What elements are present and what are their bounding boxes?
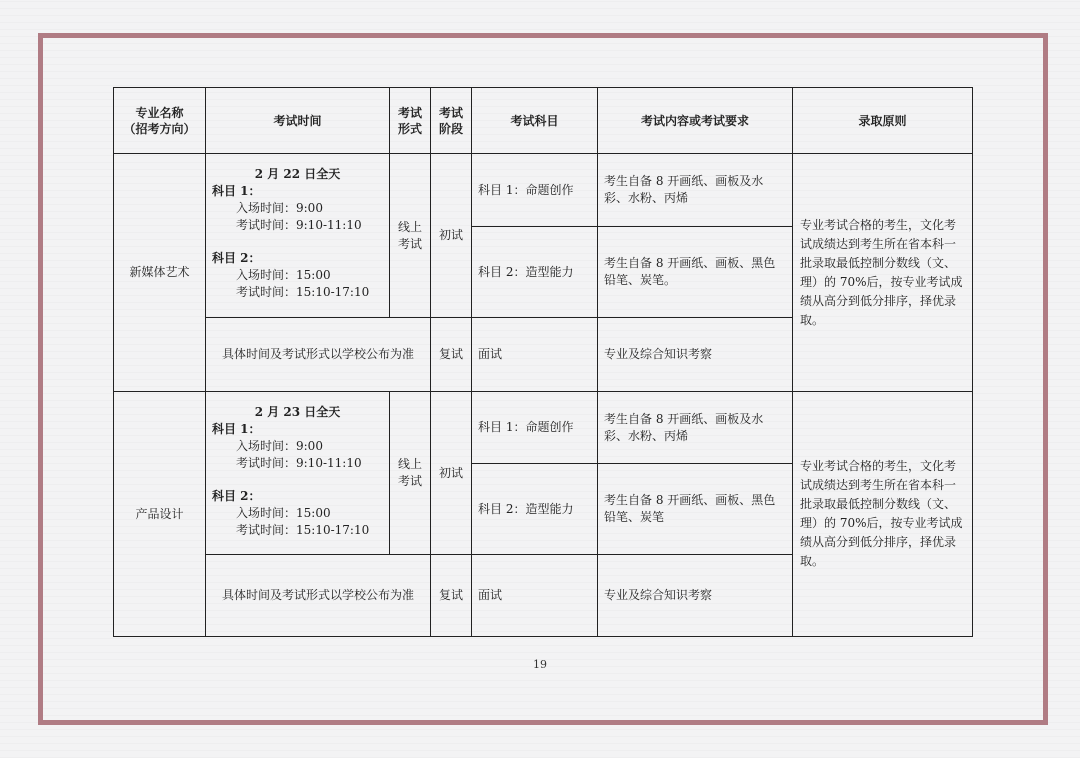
subject1-title: 科目 1： [212,422,261,436]
exam-stage-preliminary: 初试 [431,154,472,318]
subject1-entry-time: 入场时间：9:00 [236,201,323,215]
exam-schedule [206,392,390,555]
subject2-exam-time: 考试时间：15:10-17:10 [236,285,370,299]
exam-date: 2 月 22 日全天 [254,167,341,181]
subject2-exam-time: 考试时间：15:10-17:10 [236,523,370,537]
header-stage-line2: 阶段 [438,121,463,136]
exam-schedule-table [113,87,973,637]
subject1-entry-time: 入场时间：9:00 [236,439,323,453]
header-stage-line1: 考试 [438,105,463,120]
exam-content-1: 考生自备 8 开画纸、画板及水彩、水粉、丙烯 [598,392,793,464]
subject2-title: 科目 2： [212,251,261,265]
subject2-entry-time: 入场时间：15:00 [236,268,331,282]
header-major-line2: （招考方向） [123,121,196,136]
major-name: 产品设计 [114,392,206,637]
exam-content-2: 考生自备 8 开画纸、画板、黑色铅笔、炭笔。 [598,227,793,318]
header-subject: 考试科目 [472,88,598,154]
page-number: 19 [533,658,547,671]
subject2-entry-time: 入场时间：15:00 [236,506,331,520]
exam-content-2: 考生自备 8 开画纸、画板、黑色铅笔、炭笔 [598,464,793,555]
retest-content: 专业及综合知识考察 [598,555,793,637]
header-major-line1: 专业名称 [135,105,184,120]
header-time: 考试时间 [206,88,390,154]
header-major [114,88,206,154]
exam-subject-1: 科目 1：命题创作 [472,392,598,464]
retest-content: 专业及综合知识考察 [598,318,793,392]
exam-stage-preliminary: 初试 [431,392,472,555]
exam-date: 2 月 23 日全天 [254,405,341,419]
exam-subject-1: 科目 1：命题创作 [472,154,598,227]
retest-subject: 面试 [472,555,598,637]
retest-subject: 面试 [472,318,598,392]
exam-form: 线上考试 [390,154,431,318]
header-form-line1: 考试 [397,105,422,120]
subject2-title: 科目 2： [212,489,261,503]
exam-content-1: 考生自备 8 开画纸、画板及水彩、水粉、丙烯 [598,154,793,227]
exam-subject-2: 科目 2：造型能力 [472,464,598,555]
exam-schedule [206,154,390,318]
table-row [114,154,973,227]
subject1-exam-time: 考试时间：9:10-11:10 [236,218,362,232]
subject1-exam-time: 考试时间：9:10-11:10 [236,456,362,470]
exam-stage-retest: 复试 [431,318,472,392]
retest-time: 具体时间及考试形式以学校公布为准 [206,555,431,637]
header-content: 考试内容或考试要求 [598,88,793,154]
retest-time: 具体时间及考试形式以学校公布为准 [206,318,431,392]
exam-subject-2: 科目 2：造型能力 [472,227,598,318]
subject1-title: 科目 1： [212,184,261,198]
header-form-line2: 形式 [397,121,422,136]
exam-stage-retest: 复试 [431,555,472,637]
header-admission: 录取原则 [793,88,973,154]
table-row [114,392,973,464]
exam-form: 线上考试 [390,392,431,555]
header-row [114,88,973,154]
header-stage [431,88,472,154]
admission-principle: 专业考试合格的考生，文化考试成绩达到考生所在省本科一批录取最低控制分数线（文、理）的 70%后，按专业考试成绩从高分到低分排序，择优录取。 [793,392,973,637]
admission-principle: 专业考试合格的考生，文化考试成绩达到考生所在省本科一批录取最低控制分数线（文、理）的 70%后，按专业考试成绩从高分到低分排序，择优录取。 [793,154,973,392]
major-name: 新媒体艺术 [114,154,206,392]
header-form [390,88,431,154]
